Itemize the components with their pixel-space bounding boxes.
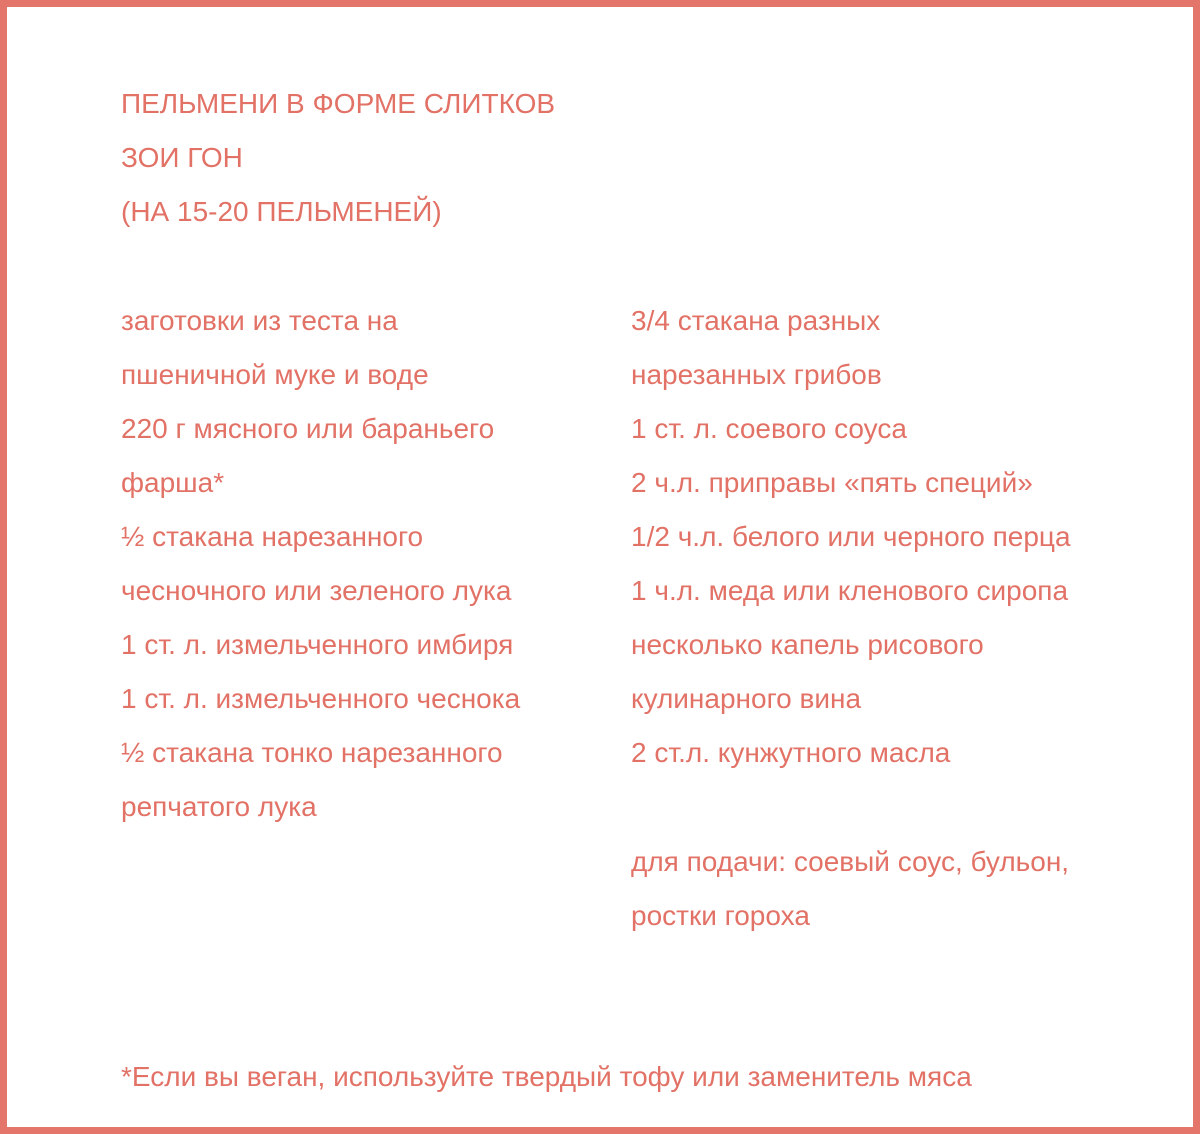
recipe-title: [121, 77, 555, 239]
serving-note: [631, 835, 1069, 943]
ingredient-line: пшеничной муке и воде: [121, 359, 429, 390]
ingredient-line: несколько капель рисового: [631, 629, 984, 660]
ingredient-line: 220 г мясного или бараньего: [121, 413, 495, 444]
ingredients-right-column: [631, 294, 1071, 780]
title-line-2: ЗОИ ГОН: [121, 142, 243, 173]
ingredient-line: чесночного или зеленого лука: [121, 575, 512, 606]
ingredient-line: 2 ст.л. кунжутного масла: [631, 737, 951, 768]
ingredient-line: ½ стакана нарезанного: [121, 521, 424, 552]
title-line-3: (НА 15-20 ПЕЛЬМЕНЕЙ): [121, 196, 442, 227]
title-line-1: ПЕЛЬМЕНИ В ФОРМЕ СЛИТКОВ: [121, 88, 556, 119]
serving-line-2: ростки гороха: [631, 900, 810, 931]
ingredient-line: кулинарного вина: [631, 683, 862, 714]
ingredient-line: ½ стакана тонко нарезанного: [121, 737, 503, 768]
vegan-footnote: *Если вы веган, используйте твердый тофу или заменитель мяса: [121, 1061, 972, 1092]
ingredient-line: 3/4 стакана разных: [631, 305, 881, 336]
ingredient-line: нарезанных грибов: [631, 359, 882, 390]
ingredient-line: 1/2 ч.л. белого или черного перца: [631, 521, 1071, 552]
serving-line-1: для подачи: соевый соус, бульон,: [631, 846, 1070, 877]
ingredient-line: заготовки из теста на: [121, 305, 398, 336]
ingredient-line: репчатого лука: [121, 791, 317, 822]
ingredient-line: 1 ст. л. измельченного имбиря: [121, 629, 514, 660]
ingredient-line: 1 ст. л. соевого соуса: [631, 413, 907, 444]
ingredient-line: 1 ч.л. меда или кленового сиропа: [631, 575, 1069, 606]
ingredient-line: 1 ст. л. измельченного чеснока: [121, 683, 521, 714]
ingredient-line: фарша*: [121, 467, 225, 498]
ingredients-left-column: [121, 294, 520, 834]
ingredient-line: 2 ч.л. приправы «пять специй»: [631, 467, 1033, 498]
